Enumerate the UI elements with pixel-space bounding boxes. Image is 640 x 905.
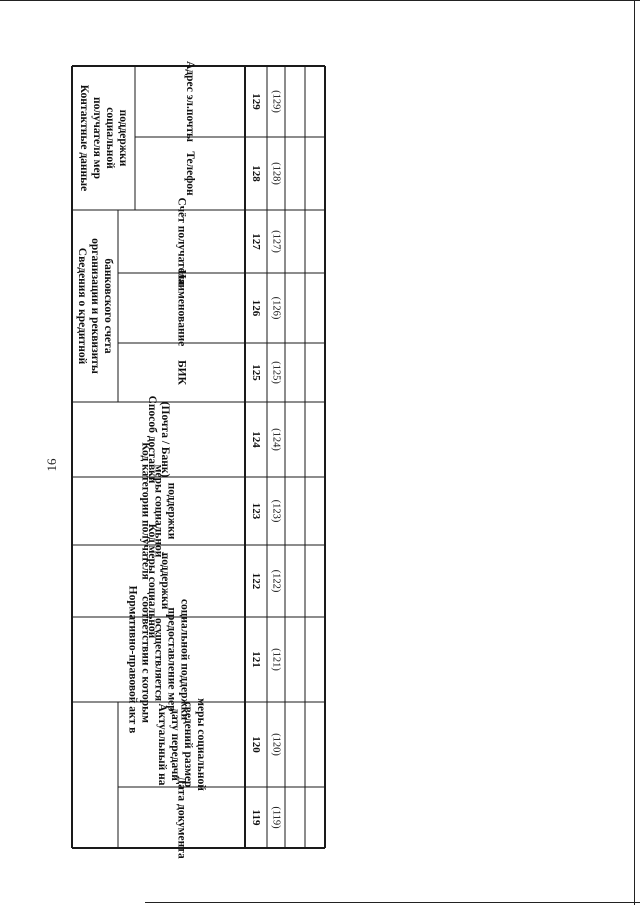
page-number: 16 (44, 458, 59, 472)
column-paren-number: (121) (270, 648, 282, 671)
column-number-group (250, 736, 262, 753)
column-number-group (250, 431, 262, 448)
column-paren-number: (122) (270, 569, 282, 593)
column-header-c123-line: меры социальной (152, 464, 165, 558)
column-header-c125 (176, 360, 188, 386)
column-paren-group (271, 428, 282, 451)
column-paren-number: (119) (270, 806, 282, 829)
column-header-c122-line: поддержки (159, 552, 171, 610)
column-header-c125-line: БИК (175, 360, 188, 385)
column-number: 119 (250, 809, 262, 826)
group-header-contacts (78, 85, 129, 191)
column-header-c119 (176, 776, 188, 859)
column-header-c121-line: предоставление мер (165, 607, 178, 712)
column-paren-group (271, 648, 282, 671)
column-number: 124 (250, 431, 262, 448)
column-number-group (250, 300, 262, 317)
column-paren-group (271, 90, 282, 113)
column-header-c128-line: Телефон (184, 151, 196, 196)
column-header-c122-line: Код меры социальной (146, 523, 158, 639)
column-header-c126-line: Наименование (175, 269, 188, 347)
column-paren-number: (127) (270, 230, 282, 253)
column-number: 129 (250, 93, 262, 110)
column-paren-number: (123) (270, 499, 282, 523)
column-header-c129 (184, 61, 196, 142)
column-header-c129-line: Адрес эл.почты (184, 60, 196, 143)
column-header-c119-line: Дата документа (175, 776, 188, 859)
column-paren-number: (125) (270, 361, 282, 384)
column-header-c123-line: Код категории получателя (139, 442, 152, 580)
column-number-group (250, 93, 262, 110)
column-paren-number: (124) (270, 428, 282, 451)
column-number-group (250, 651, 262, 668)
column-header-c120-line: сведений размер (182, 701, 194, 788)
group-header-contacts-line: получателя мер (91, 97, 103, 179)
group-header-contacts-line: социальной (104, 107, 116, 169)
column-number: 122 (250, 572, 262, 590)
column-header-c120-line: Актуальный на (156, 703, 168, 786)
group-header-bank-line: банковского счета (102, 258, 114, 354)
group-header-contacts-line: поддержки (117, 109, 129, 167)
column-paren-group (271, 806, 282, 829)
column-header-c120-line: меры социальной (195, 698, 207, 791)
column-header-c124-line: (Почта / Банк) (159, 401, 171, 478)
column-number-group (250, 233, 262, 250)
group-header-bank-line: организации и реквизиты (89, 238, 101, 374)
column-header-c121-line: Нормативно-правовой акт в (126, 585, 139, 734)
column-paren-number: (120) (270, 733, 282, 756)
column-number: 125 (250, 364, 262, 381)
column-paren-number: (128) (270, 162, 282, 185)
column-number: 126 (250, 299, 262, 317)
column-number: 121 (250, 651, 262, 668)
column-paren-group (271, 733, 282, 756)
column-number: 128 (250, 165, 262, 182)
column-number: 127 (250, 233, 262, 250)
column-paren-group (271, 162, 282, 185)
column-header-c127-line: Счёт получателя (175, 197, 188, 286)
column-paren-group (271, 297, 282, 320)
column-header-c121-line: соответствии с которым (139, 596, 152, 723)
column-paren-number: (129) (270, 90, 282, 113)
column-header-c123-line: поддержки (165, 482, 178, 540)
column-paren-group (271, 500, 282, 523)
column-header-c120-line: дату передачи (169, 708, 181, 781)
column-header-c121-line: социальной поддержки (178, 598, 191, 721)
column-number-group (250, 364, 262, 381)
column-number-group (250, 503, 262, 520)
column-header-c126 (176, 270, 188, 347)
group-header-bank-line: Сведения о кредитной (76, 247, 88, 365)
column-header-c128 (184, 151, 196, 196)
column-paren-group (271, 361, 282, 384)
column-paren-group (271, 570, 282, 593)
column-number: 120 (250, 736, 262, 753)
column-paren-group (271, 230, 282, 253)
column-paren-number: (126) (270, 296, 282, 320)
column-header-c121-line: осуществляется (152, 617, 165, 702)
column-header-c124-line: Способ доставки (146, 395, 158, 484)
column-number-group (250, 165, 262, 182)
column-number-group (250, 573, 262, 590)
group-header-contacts-line: Контактные данные (78, 84, 90, 192)
column-number-group (250, 810, 262, 826)
column-number: 123 (250, 502, 262, 520)
group-header-bank (76, 238, 114, 374)
